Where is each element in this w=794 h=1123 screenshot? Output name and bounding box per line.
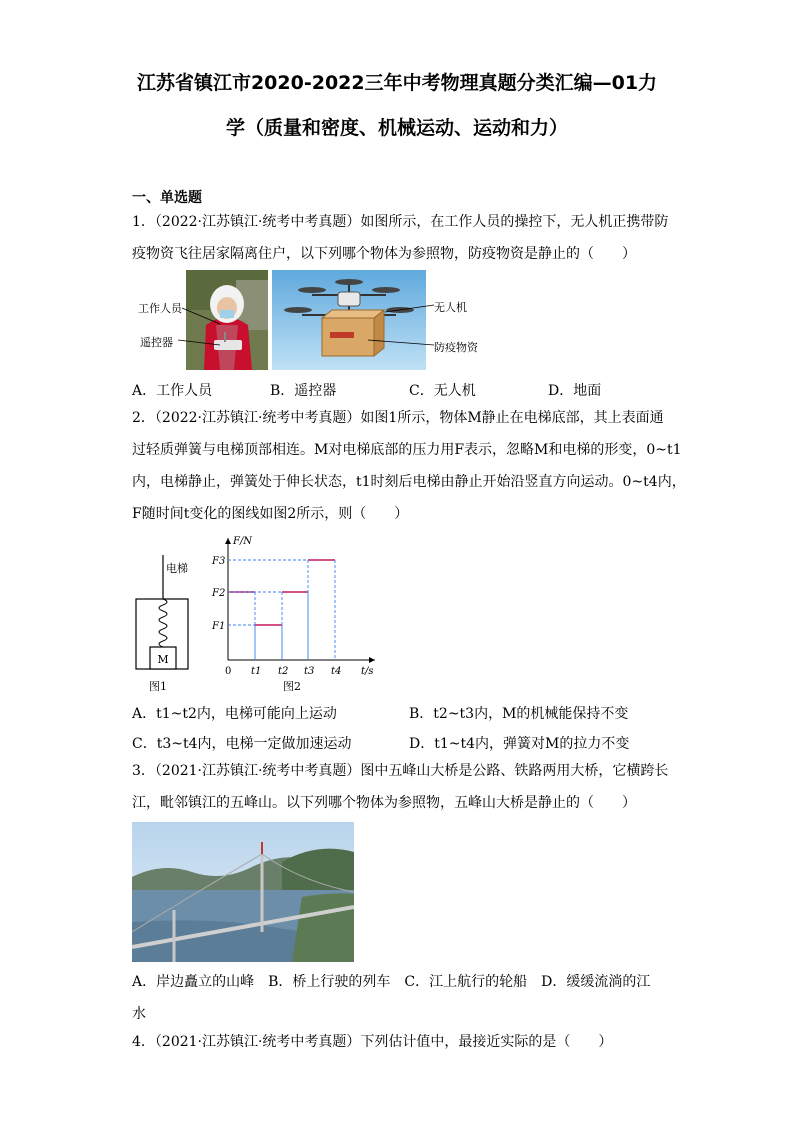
y-axis-label: F/N bbox=[233, 536, 253, 547]
fig2-caption: 图2 bbox=[283, 680, 301, 693]
q2-line2: 过轻质弹簧与电梯顶部相连。M对电梯底部的压力用F表示，忽略M和电梯的形变，0~t1 bbox=[132, 442, 682, 458]
q4-line1: 4．（2021·江苏镇江·统考中考真题）下列估计值中，最接近实际的是（ ） bbox=[132, 1034, 613, 1050]
page-title-line2: 学（质量和密度、机械运动、运动和力） bbox=[225, 117, 568, 139]
q2-option-a[interactable]: A．t1~t2内，电梯可能向上运动 bbox=[132, 706, 337, 722]
q1-line1: 1．（2022·江苏镇江·统考中考真题）如图所示，在工作人员的操控下，无人机正携带防 bbox=[132, 214, 669, 230]
q2-option-d[interactable]: D．t1~t4内，弹簧对M的拉力不变 bbox=[409, 736, 630, 752]
q3-line1: 3．（2021·江苏镇江·统考中考真题）图中五峰山大桥是公路、铁路两用大桥，它横跨长 bbox=[132, 763, 669, 779]
q1-leader-lines bbox=[170, 300, 440, 360]
elevator-figure bbox=[130, 555, 200, 695]
q2-line3: 内，电梯静止，弹簧处于伸长状态，t1时刻后电梯由静止开始沿竖直方向运动。0~t4内， bbox=[132, 474, 686, 490]
q2-line4: F随时间t变化的图线如图2所示，则（ ） bbox=[132, 506, 409, 522]
x-tick-t1: t1 bbox=[251, 666, 262, 677]
q1-option-d[interactable]: D．地面 bbox=[548, 383, 602, 399]
x-tick-t4: t4 bbox=[331, 666, 342, 677]
q1-line2: 疫物资飞往居家隔离住户，以下列哪个物体为参照物，防疫物资是静止的（ ） bbox=[132, 246, 636, 262]
elevator-label: 电梯 bbox=[166, 562, 188, 575]
block-m-label: M bbox=[157, 653, 169, 666]
worker-label: 工作人员 bbox=[138, 302, 182, 315]
graph-plot bbox=[211, 536, 375, 693]
bridge-photo bbox=[132, 822, 354, 962]
remote-label: 遥控器 bbox=[140, 336, 173, 349]
section-heading: 一、单选题 bbox=[132, 190, 202, 206]
q1-option-c[interactable]: C．无人机 bbox=[409, 383, 476, 399]
y-axis-arrow bbox=[225, 538, 231, 544]
q2-line1: 2．（2022·江苏镇江·统考中考真题）如图1所示，物体M静止在电梯底部，其上表面通 bbox=[132, 410, 664, 426]
q1-option-a[interactable]: A．工作人员 bbox=[132, 383, 213, 399]
x-axis-arrow bbox=[369, 657, 375, 663]
y-tick-f3: F3 bbox=[212, 556, 226, 567]
q3-options-line1[interactable]: A．岸边矗立的山峰 B．桥上行驶的列车 C．江上航行的轮船 D．缓缓流淌的江 bbox=[132, 974, 651, 990]
drone-label: 无人机 bbox=[434, 301, 467, 314]
supplies-label: 防疫物资 bbox=[434, 341, 478, 354]
fig1-caption: 图1 bbox=[149, 680, 167, 693]
x-axis-label: t/s bbox=[361, 666, 374, 677]
q1-option-b[interactable]: B．遥控器 bbox=[270, 383, 337, 399]
spring bbox=[159, 599, 167, 647]
y-tick-f2: F2 bbox=[212, 588, 226, 599]
q3-line2: 江，毗邻镇江的五峰山。以下列哪个物体为参照物，五峰山大桥是静止的（ ） bbox=[132, 795, 636, 811]
q3-options-line2[interactable]: 水 bbox=[132, 1006, 146, 1022]
x-tick-t2: t2 bbox=[278, 666, 289, 677]
q2-option-b[interactable]: B．t2~t3内，M的机械能保持不变 bbox=[409, 706, 629, 722]
f-t-graph bbox=[200, 530, 390, 695]
x-tick-t3: t3 bbox=[304, 666, 315, 677]
page-title-line1: 江苏省镇江市2020-2022三年中考物理真题分类汇编—01力 bbox=[136, 72, 658, 94]
q2-option-c[interactable]: C．t3~t4内，电梯一定做加速运动 bbox=[132, 736, 352, 752]
y-tick-f1: F1 bbox=[212, 621, 226, 632]
x-tick-0: 0 bbox=[225, 666, 232, 677]
